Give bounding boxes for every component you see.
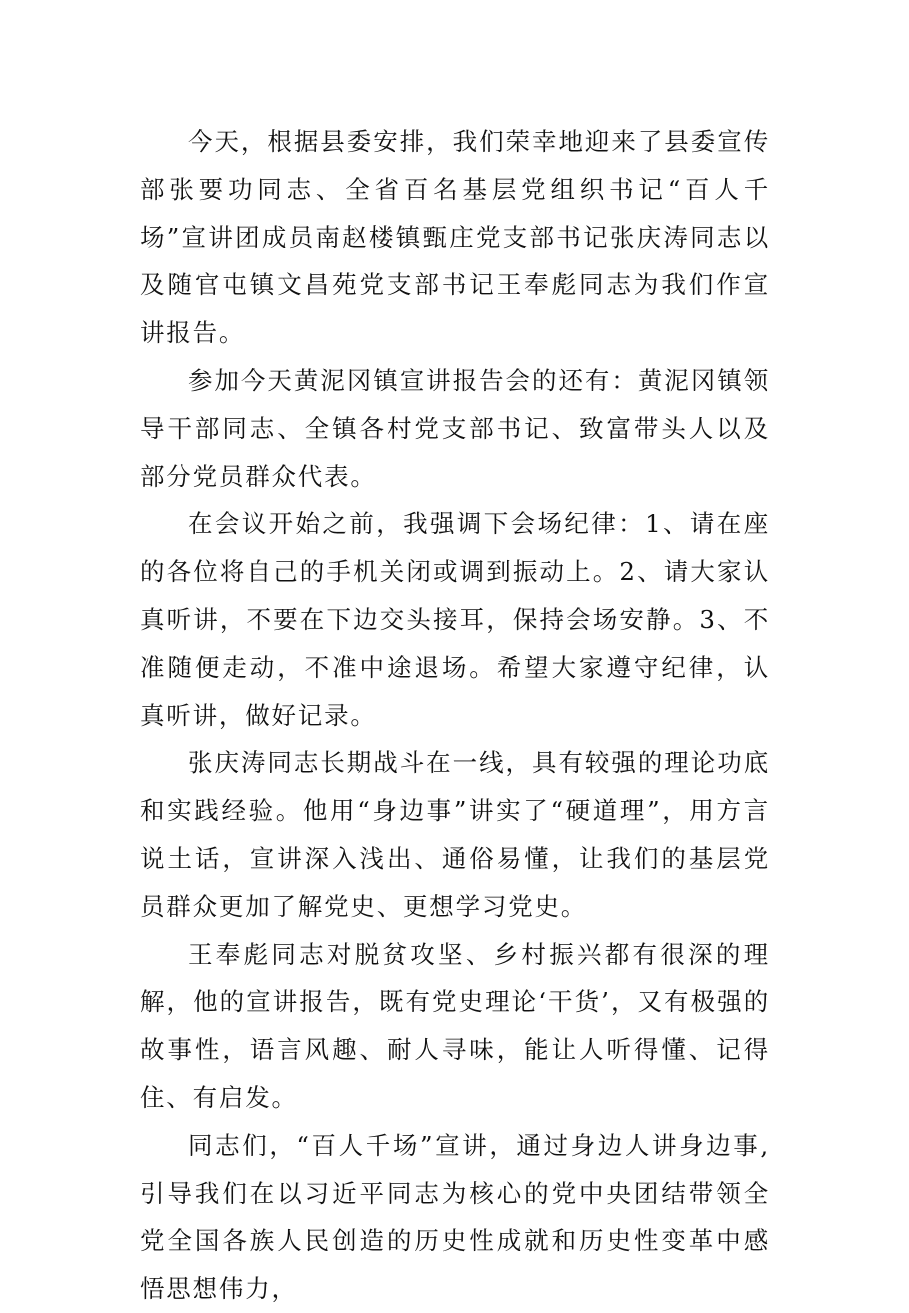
paragraph-5: 王奉彪同志对脱贫攻坚、乡村振兴都有很深的理解，他的宣讲报告，既有党史理论‘干货’，又有极强的故事性，语言风趣、耐人寻味，能让人听得懂、记得住、有启发。 <box>140 939 770 1112</box>
paragraph-4: 张庆涛同志长期战斗在一线，具有较强的理论功底和实践经验。他用“身边事”讲实了“硬道理”，用方言说土话，宣讲深入浅出、通俗易懂，让我们的基层党员群众更加了解党史、更想学习党史。 <box>140 748 770 921</box>
paragraph-6: 同志们，“百人千场”宣讲，通过身边人讲身边事,引导我们在以习近平同志为核心的党中央团结带领全党全国各族人民创造的历史性成就和历史性变革中感悟思想伟力， <box>140 1130 770 1304</box>
paragraph-1: 今天，根据县委安排，我们荣幸地迎来了县委宣传部张要功同志、全省百名基层党组织书记“百人千场”宣讲团成员南赵楼镇甄庄党支部书记张庆涛同志以及随官屯镇文昌苑党支部书记王奉彪同志为我们作宣讲报告。 <box>140 127 770 348</box>
document-body <box>140 118 770 1313</box>
paragraph-2: 参加今天黄泥冈镇宣讲报告会的还有：黄泥冈镇领导干部同志、全镇各村党支部书记、致富带头人以及部分党员群众代表。 <box>140 365 770 491</box>
paragraph-3: 在会议开始之前，我强调下会场纪律：1、请在座的各位将自己的手机关闭或调到振动上。2、请大家认真听讲，不要在下边交头接耳，保持会场安静。3、不准随便走动，不准中途退场。希望大家遵守纪律，认真听讲，做好记录。 <box>140 509 770 730</box>
